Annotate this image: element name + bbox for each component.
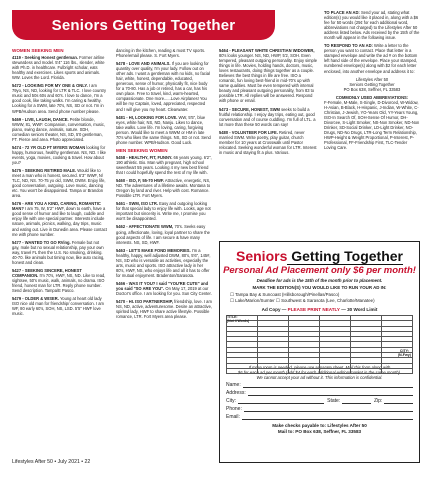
ad-body: looking for happy, humorous, healthy gentleman. NS, ND. I like events, yoga, movies, cooking & travel. How about you? — [12, 144, 106, 165]
section-banner — [12, 10, 275, 40]
ad-headline: 5481 - HI, LOOKING FOR LOVE. — [116, 114, 178, 120]
ad-body: I'm a healthy, happy, well adjusted DWM, 80's, 5'6", 145#, NS, SD who is versatile as activities, especially the arts, music and sports. ISO attractive lady in her 80's, HWF, NS, who enjoys life and all it has to offer for mutual enjoyment. Bradenton/Sarasota. — [116, 247, 211, 278]
ad-headline: 5469 - LIVE, LAUGH, DANCE. — [12, 116, 69, 122]
abbreviations-list: F-Female, M-Male, S-Single, D-Divorced, W-Widow, H-Asian, B-Black, H-Hispanic, J-Indian, W-White, C-Christian, J-Jewish, YO-Years Old, YY-Years Young, ISO-In Search Of, SOH-Sense Of Humor, DH-Divorcee, S-Light Smoker, NS-Non Smoker, ND-Non Drinker, SD-Social Drinker, LD-Light Drinker, NO-Drugs, ND-No Drugs, LTR-Long Term Relationship, HWP-Height & Weight Proportional, P-Interest, P-Professional, FF-Friendship First, TLC-Tender Loving Care. — [324, 99, 420, 151]
phone-field[interactable]: Phone: — [226, 406, 413, 412]
personal-ad — [219, 48, 317, 104]
ad-headline: 5480 - VOLUNTEER FOR LIFE. — [219, 129, 278, 135]
ad-body: I am 79yo, NS, ND, looking for LTR & TLC. I love country music and 50s 60s and 60's. I love to dance, I'm a good cook, like taking walks. I'm caring & healthy. Looking for a SWM, late 70's, NS, SD or not. I'm in WPB/Hudson area. Send phone number please. — [12, 83, 107, 114]
title-box-label: TITLE: (Not 4 Words) — [227, 315, 250, 323]
ad-headline: 4119 - Seeking Honest gentleman. — [12, 55, 78, 61]
edition-options[interactable] — [230, 292, 413, 304]
personal-ad — [12, 145, 107, 165]
form-title: Seniors Getting Together — [236, 248, 403, 264]
form-instructions: If more room is needed, please use separate sheet. Mail this form along with $6 for each ad per month (add $4 for each additional edition/market in the same month). We cannot accept your ad without it. This information is confidential. — [237, 365, 402, 380]
personal-ad — [116, 248, 212, 278]
ad-headline: 5458 - HEALTHY, FIT, FUNNY. — [116, 154, 173, 160]
ad-copy-cell[interactable] — [289, 368, 320, 373]
ad-body: 66 years young. 6'2", 190 athletic. Bio. Man with pregnant, high school sweetheart 55 years. Looking 4 my new best friend that I could hopefully spend the rest of my life with. — [116, 154, 212, 176]
mailing-address: Lifestyles After 50 Seniors Getting Together PO Box 638, Seffner, FL 33583 — [343, 76, 401, 92]
abbreviations-heading: COMMONLY USED ABBREVIATIONS: — [335, 94, 409, 100]
ad-headline: 5466 - WAS IT YOU? I said "YOU'RE CUTE" and you said "SO ARE YOU". — [116, 280, 209, 291]
personal-ad — [12, 55, 107, 80]
ad-body: Would like to meet a man who is honest, secured. 6'3" WWF, N/ TLC, ND, NS. 70-75 yo old, SWM, DWM. Enjoy life, good conversation, outgoing. Love music, dancing etc. You won't be disappointed. Tampa or Brandon area. — [12, 167, 106, 199]
place-ad-paragraph: TO PLACE AN AD: Send your ad, stating what edition(s) you would like it placed in, along with a $6 fee for 50 words (25¢ for each additional word, abbreviations not charged) to the Lifestyles After 50 address listed below. Ads received by the 15th of the month will appear in the following issue. — [324, 10, 420, 41]
ad-body: On May 17, 2019 at our Doctor's office. I am looking for you. Sun City Center. — [116, 285, 212, 297]
page-footer: Lifestyles After 50 • July 2021 • 22 — [12, 459, 91, 465]
ad-body: I am 75, W, 5'2" HWF, down to earth, have a good sense of humor and like to laugh, cuddle and enjoy life with one special partner. Interests include nature, animals, picnics, walking, day trips, music and eating out. Live in Dunedin area. Please contact me with phone number. — [12, 206, 107, 237]
personal-ad — [12, 83, 107, 113]
form-subtitle: Personal Ad Placement only $6 per month! — [223, 265, 416, 276]
column-men-seeking-women — [116, 48, 212, 322]
ad-headline: 5460 - ISO, F, 55-70 HWF. — [116, 178, 165, 184]
ad-body: dancing in the kitchen, reading & most TV sports. Phone/email please. S. Fort Myers. — [116, 48, 206, 59]
ad-headline: 5427 - SEEKING SINCERE, HONEST COMPANION. — [12, 267, 82, 278]
ad-headline: 5479 - OLDER & WISER. — [12, 296, 59, 302]
ad-copy-heading: Ad Copy — PLEASE PRINT NEATLY — 30 Word Limit — [261, 307, 378, 312]
ad-body: WW, 5'5", blue eyes, white hair, NS, ND, Nanju. Likes to dance, take walks. Love life. I'm loving, caring, forgiving person. Would like to meet a WWM or HM in late 70's who likes the same things. NS, SD or not. Send phone number. WPB/Hudson. Good Luck. — [116, 114, 211, 145]
ad-body: 70's. Seeks easy going, affectionate, loving, loyal partner to share the good aspects of life. I am secure & have many interests. NS, SD, HWF. — [116, 224, 210, 245]
personal-ad — [12, 268, 107, 293]
personal-ad — [116, 281, 212, 296]
ad-body: I'm 70's, HWF, NS, ND. Like to read, sightsee, 50's music, walk, animals, no drama. ISO friend, honest man for LTR. Reply phone number. Send description. Tampa/E Pasco. — [12, 272, 106, 294]
city-state-zip-field[interactable]: City: State: Zip: — [226, 398, 413, 404]
personal-ad — [12, 240, 107, 265]
ad-copy-cell[interactable] — [382, 368, 413, 373]
section-heading-men: MEN SEEKING WOMEN — [116, 147, 168, 153]
column-instructions — [324, 10, 420, 153]
ad-headline: 5464 - PLEASANT WHITE CHRISTIAN WIDOWER, — [219, 48, 315, 53]
personal-ad — [116, 224, 212, 244]
payment-info: Make checks payable to: Lifestyles After 50 Mail to: PO Box 638, Seffner, FL 33583 — [272, 423, 367, 434]
respond-paragraph: TO RESPOND TO AN AD: Write a letter to the person you want to contact. Place that letter in a stamped envelope and write the ad # on the bottom left hand side of the envelope. Place your stamped, numbered envelope(s) along with $2 for each letter enclosed, into another envelope and address it to: — [324, 43, 418, 74]
ad-headline: 5472 - LOOKING FOR MY ONE & ONLY. — [12, 83, 88, 89]
edition-option-tampa[interactable]: ☐ Tampa Bay & Suncoast (Hillsborough/Pinellas/Pasco) — [230, 292, 340, 297]
personal-ad — [12, 201, 107, 236]
personal-ad — [116, 201, 212, 221]
ad-copy-cell[interactable] — [227, 368, 258, 373]
column-women-seeking-men — [12, 48, 107, 319]
ad-headline: 5475 - SEEKING RETIRED MALE. — [12, 167, 77, 173]
banner-title: Seniors Getting Together — [51, 16, 236, 34]
ad-headline: 5462 - AFFECTIONATE WWM, — [116, 224, 174, 230]
ad-copy-cell[interactable] — [320, 368, 351, 373]
email-field[interactable]: Email: — [226, 414, 413, 420]
ad-body: Young at heart old lady ISO nice old man for friendship/ conversation. I am WF, 80 early 60's, SOH, NS, LSD. 5'5" HWF love music. — [12, 296, 104, 317]
personal-ad — [116, 115, 212, 145]
personal-ad — [116, 61, 212, 111]
ad-copy-grid[interactable] — [226, 315, 413, 363]
section-heading-women: WOMEN SEEKING MEN — [12, 48, 64, 53]
ad-headline: 5463 - LET'S MAKE FOND MEMORIES. — [116, 247, 191, 253]
ad-body: Petite blonde, WWW, 81, WWF. Companion, conversation, music, piano, swing dance, animals, nature. SDH, comedian seniors theater, NS, SD, 5'0 gentleman, FT. Pierce and area. Photo appreciated. — [12, 116, 106, 142]
personal-ad — [219, 130, 317, 155]
personal-ad — [12, 117, 107, 142]
ad-headline: 5474 - 72 YR OLD FT MYERS WOMAN — [12, 144, 86, 150]
city-box-label: CITY: (N-Fwy) — [397, 349, 411, 357]
ad-headline: 5461 - SWM, ISO LTR. — [116, 201, 159, 207]
ad-body: friendship, love. I am NS, ND, active, adventuresome. Desire an attractive, spirited lady, HWF to share active lifestyle. Possible romance, LTR. Fort Myers area please. — [116, 299, 213, 320]
personal-ad — [12, 296, 107, 316]
ad-body: Retired, never married SWM. Write poetry, play guitar, church member for 10 years at Crosswalk until Pastor relocated. Seeking wonderful woman for LTR. Interest in music and staying fit a plus. Various. — [219, 129, 317, 155]
personal-ad — [219, 107, 317, 127]
ad-headline: 5476 - ARE YOU A KIND, CARING, ROMANTIC MAN? — [12, 201, 101, 212]
address-field[interactable]: Address: — [226, 390, 413, 396]
ad-copy-cell[interactable] — [351, 368, 382, 373]
ad-headline: 5478 - LOVE AND ANIMALS. — [116, 61, 171, 67]
edition-option-lake-southwest[interactable]: ☐ Lake/Marion/Sumter ☐ Southwest & Sarasota (Lee, Charlotte/Manatee) — [230, 298, 375, 303]
ad-headline: 5477 - WANTED TO GO RVing. — [12, 239, 71, 245]
ad-body: Easy and outgoing looking for that special lady to enjoy life with. Looks, age not important but sincerity is. Write me, I promise you won't be disappointed. — [116, 201, 211, 222]
ad-body: seeks to build a fruitful relationship. I enjoy day trips, eating out, good conversation and of course cuddling. I'm full of LTL. a lot more than these 50 words can say! — [219, 106, 316, 127]
personal-ad — [116, 48, 212, 58]
deadline-text: Deadline for ads is the 15th of the month prior to placement. — [256, 278, 383, 283]
column-more-ads — [219, 48, 317, 158]
personal-ad — [12, 168, 107, 198]
name-field[interactable]: Name: — [226, 382, 413, 388]
mark-edition-text: MARK THE EDITION(S) YOU WOULD LIKE TO RUN YOUR AD IN: — [252, 285, 387, 290]
ad-headline: 5470 - HI. ISO PARTNERSHIP, — [116, 299, 173, 305]
ad-body: Attractive, energetic, NS, ND. The adventures of a lifetime awaits. Montana to Oregon by land and river. Help with cost. Romance. Possible LTR. Fort Myers. — [116, 178, 211, 199]
ad-placement-form — [219, 241, 420, 463]
ad-headline: 5473 - SECURE, HONEST, SWM — [219, 106, 280, 112]
personal-ad — [116, 155, 212, 175]
personal-ad — [116, 178, 212, 198]
ad-body: Female but not gay, male but no sexual relationship, pay your own way, travel FL then the U.S. No smoking, drinking. 40-70. like animals but timing now, like auto racing, honest and clean. — [12, 239, 105, 265]
ad-body: 80's looks younger. NS, ND, HWP, 5'2, SOH. Even tempered, pleasant outgoing personality. Enjoy simple things in life. Movies, holding hands, doctors, music, loves restaurants, doing things together as a couple. Believes the best things in life are free. ISO a romantic, fun loving best-friend in mid-70's up with same qualities. Must be even tempered with internal beauty and pleasant outgoing personality, from 83 to possible LTR. All replies will be answered. Respond with phone or email. — [219, 53, 318, 104]
ad-body: Former airline stewardess and model. 5'4" 116 lbs., slender, white with Ph.D. in healthcare. Fulbright scholar, eats healthy and exercises. Likes sports and animals. WW. Loves the Lord. Florida. — [12, 55, 105, 81]
ad-copy-cell[interactable] — [258, 368, 289, 373]
personal-ad — [116, 299, 212, 319]
ad-body: If you are looking for quantity over quality, I'm your lady. Follow out on other ads. I want a gentleman with no kids, no facial hair, white, honest, dependable, educated, generous, sense of humor, physically fit, nice body for a 70-80. Has a job or retired, has a car, has his own place. Free to travel, kind, warm-hearted, compassionate. One more......Love Airplanes! You will be my Captain, loved, appreciated, respected and I will give you my heart. Clearwater. — [116, 61, 210, 112]
